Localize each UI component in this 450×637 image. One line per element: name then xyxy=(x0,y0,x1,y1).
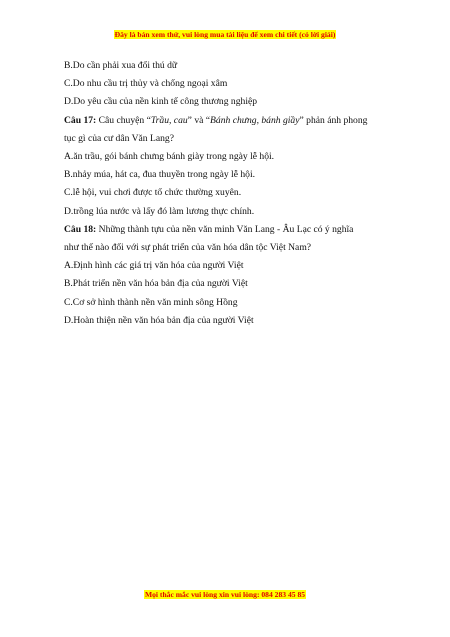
question-17-text-pre: Câu chuyện “ xyxy=(96,114,151,126)
preview-banner xyxy=(0,30,450,39)
question-18-option-b: B.Phát triển nền văn hóa bản địa của người Việt xyxy=(64,278,248,290)
option-d-prev: D.Do yêu cầu của nền kinh tế công thương nghiệp xyxy=(64,96,258,108)
preview-banner-text: Đây là bản xem thử, vui lòng mua tài liệu để xem chi tiết (có lời giải) xyxy=(114,30,336,39)
contact-banner-text: Mọi thắc mắc vui lòng xin vui lòng: 084 283 45 85 xyxy=(144,590,306,599)
question-18-text: Những thành tựu của nền văn minh Văn Lang - Âu Lạc có ý nghĩa xyxy=(96,223,354,235)
document-body xyxy=(64,57,394,330)
question-17-option-b: B.nhảy múa, hát ca, đua thuyền trong ngày lễ hội. xyxy=(64,169,256,181)
question-18-option-d: D.Hoàn thiện nền văn hóa bản địa của người Việt xyxy=(64,314,254,326)
question-17-option-d: D.trồng lúa nước và lấy đó làm lương thực chính. xyxy=(64,205,255,217)
question-18-line1 xyxy=(64,221,394,239)
question-18-line2: như thế nào đối với sự phát triển của văn hóa dân tộc Việt Nam? xyxy=(64,242,312,254)
question-18-number: Câu 18: xyxy=(64,223,97,235)
question-17-number: Câu 17: xyxy=(64,114,97,126)
option-b-prev: B.Do cần phải xua đổi thú dữ xyxy=(64,60,178,71)
question-17-option-c: C.lễ hội, vui chơi được tổ chức thường xuyên. xyxy=(64,187,242,199)
story-title-banh-chung: Bánh chưng, bánh giầy xyxy=(210,114,300,126)
story-title-trau-cau: Trầu, cau xyxy=(150,114,188,126)
question-17-option-a: A.ăn trầu, gói bánh chưng bánh giày trong ngày lễ hội. xyxy=(64,151,275,163)
question-17-line1 xyxy=(64,112,394,130)
question-17-text-mid: ” và “ xyxy=(187,114,211,126)
question-18-option-a: A.Định hình các giá trị văn hóa của người Việt xyxy=(64,260,244,272)
option-c-prev: C.Do nhu cầu trị thủy và chống ngoại xâm xyxy=(64,78,228,90)
contact-banner xyxy=(0,590,450,599)
question-17-text-post: ” phản ánh phong xyxy=(299,114,368,126)
question-17-line2: tục gì của cư dân Văn Lang? xyxy=(64,132,174,144)
question-18-option-c: C.Cơ sở hình thành nền văn minh sông Hồng xyxy=(64,296,238,308)
